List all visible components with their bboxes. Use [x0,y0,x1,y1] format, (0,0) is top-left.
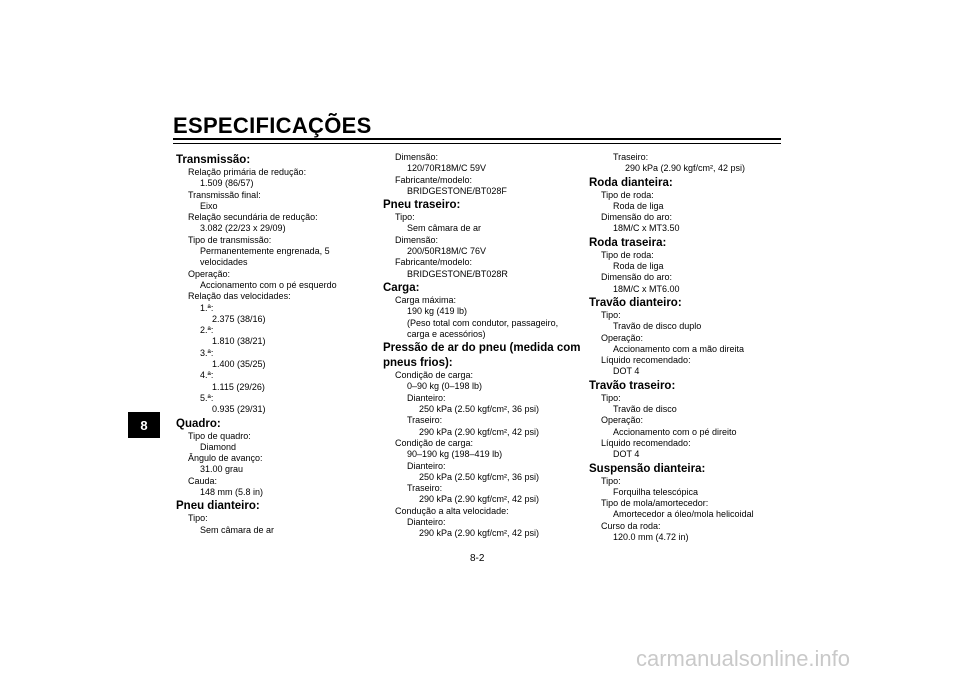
spec-value: 148 mm (5.8 in) [200,487,264,498]
section-heading-roda-dianteira: Roda dianteira: [589,176,673,189]
spec-label: Traseiro: [407,415,443,426]
spec-value: (Peso total com condutor, passageiro, [407,317,559,328]
gear-value: 1.810 (38/21) [212,336,266,347]
spec-label: Traseiro: [613,152,649,162]
spec-value: carga e acessórios) [407,328,486,339]
spec-value: 90–190 kg (198–419 lb) [407,449,503,460]
spec-label: Tipo: [395,212,415,223]
spec-value: Permanentemente engrenada, 5 [200,246,330,257]
section-heading-suspensao-dianteira: Suspensão dianteira: [589,462,706,475]
spec-label: Transmissão final: [188,189,261,200]
section-heading-pressao-line-2: pneus frios): [383,357,453,370]
spec-value: Roda de liga [613,261,664,272]
spec-value: DOT 4 [613,449,640,460]
page-number: 8-2 [470,553,485,564]
section-heading-carga: Carga: [383,281,420,294]
section-heading-pneu-traseiro: Pneu traseiro: [383,199,461,212]
spec-label: Condição de carga: [395,370,474,381]
spec-value: Sem câmara de ar [200,524,275,535]
spec-label: Operação: [601,415,644,426]
spec-value: Travão de disco [613,404,677,415]
gear-value: 1.115 (29/26) [212,381,265,392]
spec-value: 250 kPa (2.50 kgf/cm², 36 psi) [419,471,540,482]
spec-label: Relação das velocidades: [188,291,291,302]
spec-label: Dimensão do aro: [601,212,673,223]
spec-value: Travão de disco duplo [613,321,702,332]
spec-value: Roda de liga [613,200,664,211]
spec-column-3 [589,152,789,543]
spec-value: Accionamento com o pé direito [613,426,737,437]
spec-label: Dimensão: [395,234,439,245]
section-heading-travao-dianteiro: Travão dianteiro: [589,296,682,309]
spec-label: Líquido recomendado: [601,355,691,366]
spec-label: Fabricante/modelo: [395,257,473,268]
title-rule-thick [173,138,781,140]
spec-value: 120.0 mm (4.72 in) [613,532,689,543]
chapter-tab: 8 [128,412,160,438]
spec-label: Traseiro: [407,483,443,494]
spec-value: 200/50R18M/C 76V [407,246,487,257]
spec-value: 190 kg (419 lb) [407,306,468,317]
spec-label: Tipo de transmissão: [188,234,272,245]
spec-label: Tipo: [601,309,621,320]
spec-value: velocidades [200,257,248,268]
spec-label: Fabricante/modelo: [395,174,473,185]
spec-label: Condição de carga: [395,437,474,448]
spec-label: Operação: [601,332,644,343]
spec-value: 250 kPa (2.50 kgf/cm², 36 psi) [419,404,540,415]
spec-label: Dianteiro: [407,517,446,528]
section-heading-roda-traseira: Roda traseira: [589,236,667,249]
spec-value: 290 kPa (2.90 kgf/cm², 42 psi) [419,494,540,505]
spec-label: Carga máxima: [395,294,457,305]
spec-label: Tipo: [188,513,208,524]
spec-value: 18M/C x MT3.50 [613,223,680,234]
spec-value: 290 kPa (2.90 kgf/cm², 42 psi) [419,426,540,437]
spec-label: Ângulo de avanço: [188,453,263,464]
gear-label: 5.ª: [200,392,214,403]
spec-column-2 [383,152,583,540]
spec-value: 3.082 (22/23 x 29/09) [200,223,286,234]
spec-label: Condução a alta velocidade: [395,505,509,516]
spec-value: 18M/C x MT6.00 [613,283,680,294]
spec-value: Amortecedor a óleo/mola helicoidal [613,509,754,520]
spec-label: Líquido recomendado: [601,437,691,448]
spec-label: Relação secundária de redução: [188,212,318,223]
spec-label: Dimensão do aro: [601,272,673,283]
spec-value: Forquilha telescópica [613,486,699,497]
spec-value: Accionamento com a mão direita [613,343,745,354]
section-heading-travao-traseiro: Travão traseiro: [589,379,676,392]
spec-label: Tipo de mola/amortecedor: [601,498,709,509]
spec-value: BRIDGESTONE/BT028R [407,268,508,279]
spec-value: 31.00 grau [200,464,244,475]
section-heading-quadro: Quadro: [176,417,221,430]
gear-label: 4.ª: [200,370,214,381]
watermark: carmanualsonline.info [636,646,851,671]
gear-value: 0.935 (29/31) [212,404,266,415]
spec-label: Tipo de roda: [601,189,654,200]
spec-label: Curso da roda: [601,520,661,531]
spec-label: Operação: [188,268,231,279]
gear-label: 2.ª: [200,325,214,336]
spec-label: Tipo: [601,392,621,403]
spec-value: 1.509 (86/57) [200,178,254,189]
spec-label: Tipo de quadro: [188,430,251,441]
spec-label: Tipo de roda: [601,249,654,260]
section-heading-pneu-dianteiro: Pneu dianteiro: [176,500,260,513]
title-rule-thin [173,143,781,144]
gear-value: 2.375 (38/16) [212,313,266,324]
spec-value: DOT 4 [613,366,640,377]
spec-label: Dianteiro: [407,460,446,471]
spec-label: Dianteiro: [407,392,446,403]
spec-value: 290 kPa (2.90 kgf/cm², 42 psi) [419,528,540,539]
gear-value: 1.400 (35/25) [212,359,266,370]
gear-label: 1.ª: [200,302,214,313]
spec-label: Tipo: [601,475,621,486]
spec-value: Diamond [200,441,237,452]
spec-label: Cauda: [188,475,218,486]
page-title: ESPECIFICAÇÕES [173,113,372,138]
section-heading-pressao-line-1: Pressão de ar do pneu (medida com [383,342,581,355]
section-heading-transmissao: Transmissão: [176,154,251,166]
spec-value: 0–90 kg (0–198 lb) [407,381,483,392]
spec-label: Relação primária de redução: [188,167,307,177]
spec-label: Dimensão: [395,152,439,162]
spec-column-1 [176,152,376,536]
spec-value: 120/70R18M/C 59V [407,163,487,174]
gear-label: 3.ª: [200,347,214,358]
spec-value: Eixo [200,200,218,211]
spec-value: Accionamento com o pé esquerdo [200,279,337,290]
spec-value: BRIDGESTONE/BT028F [407,185,507,196]
spec-value: 290 kPa (2.90 kgf/cm², 42 psi) [625,163,746,174]
spec-value: Sem câmara de ar [407,223,482,234]
